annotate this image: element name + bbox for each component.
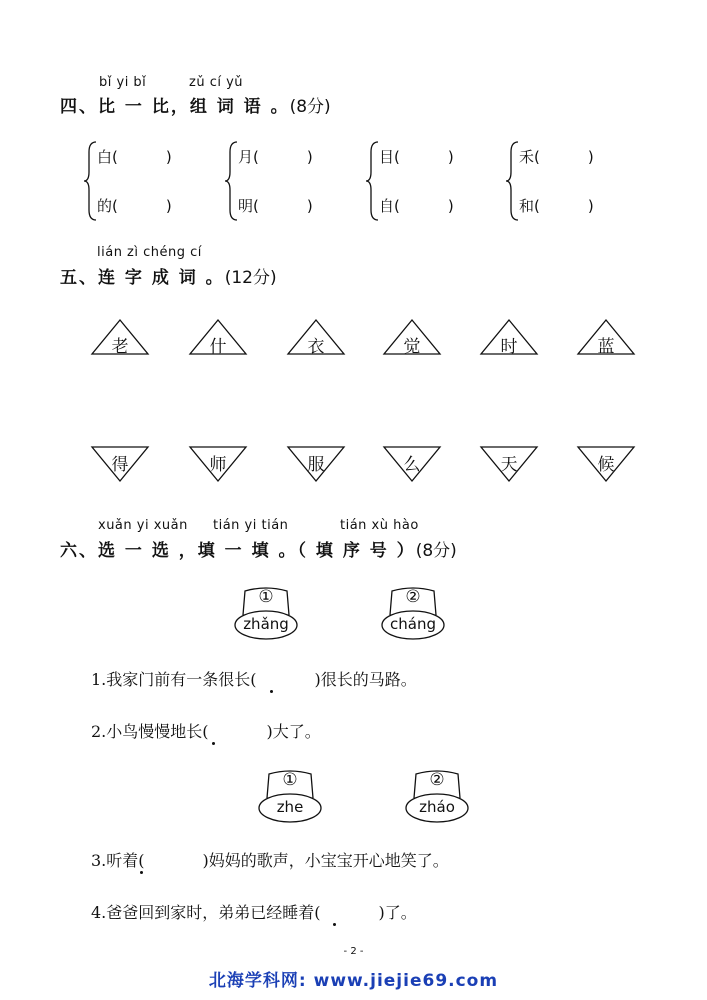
section4-title-text: 四、比 一 比，组 词 语 。: [60, 97, 290, 117]
section4-score: (8分): [289, 97, 331, 117]
brace-3: [366, 140, 380, 222]
hat-1-1-pinyin: zhǎng: [243, 615, 289, 633]
hat-2-2-pinyin: zháo: [419, 798, 455, 816]
pair-1-top[interactable]: 白( ): [97, 148, 172, 166]
section6-pinyin-1: xuǎn yi xuǎn: [98, 518, 188, 533]
tri-up-1-label: 老: [111, 337, 129, 357]
section5-pinyin: lián zì chéng cí: [97, 245, 202, 260]
sentence-2[interactable]: 2.小鸟慢慢地长( )大了。: [91, 722, 321, 741]
tri-down-2-label: 师: [209, 455, 227, 475]
section5-title: [60, 263, 277, 288]
emphasis-dot-2: [212, 742, 215, 745]
tri-up-6-label: 蓝: [597, 337, 615, 357]
section6-pinyin-3: tián xù hào: [340, 518, 419, 533]
pair-4-bottom[interactable]: 和( ): [519, 197, 594, 215]
pair-1-bottom[interactable]: 的( ): [97, 197, 172, 215]
tri-up-5-label: 时: [500, 337, 518, 357]
tri-down-1-label: 得: [111, 455, 129, 475]
section4-pinyin-2: zǔ cí yǔ: [189, 75, 244, 90]
brace-4: [506, 140, 520, 222]
tri-down-4-label: 么: [403, 455, 421, 475]
pair-2-bottom[interactable]: 明( ): [238, 197, 313, 215]
pair-2-top[interactable]: 月( ): [238, 148, 313, 166]
section6-score: (8分): [415, 541, 457, 561]
section5-title-text: 五、连 字 成 词 。: [60, 268, 225, 288]
section6-pinyin-2: tián yi tián: [213, 518, 289, 533]
pair-4-top[interactable]: 禾( ): [519, 148, 594, 166]
sentence-4[interactable]: 4.爸爸回到家时，弟弟已经睡着( )了。: [91, 903, 417, 922]
hat-1-2-pinyin: cháng: [390, 615, 436, 633]
section4-title: [60, 92, 331, 117]
hat-1-2-num: ②: [405, 587, 421, 607]
tri-down-6-label: 候: [597, 455, 615, 475]
page-number: - 2 -: [343, 946, 364, 957]
tri-down-5-label: 天: [500, 455, 518, 475]
sentence-3[interactable]: 3.听着( )妈妈的歌声，小宝宝开心地笑了。: [91, 851, 449, 870]
tri-up-2-label: 什: [209, 337, 227, 357]
tri-up-4-label: 觉: [403, 337, 421, 357]
tri-up-3-label: 衣: [307, 337, 325, 357]
tri-down-3-label: 服: [307, 455, 325, 475]
sentence-1[interactable]: 1.我家门前有一条很长( )很长的马路。: [91, 670, 417, 689]
pair-3-top[interactable]: 目( ): [379, 148, 454, 166]
section4-pinyin-1: bǐ yi bǐ: [99, 75, 147, 90]
brace-2: [225, 140, 239, 222]
section6-title: [60, 536, 457, 561]
hat-1-1-num: ①: [258, 587, 274, 607]
hat-2-2-num: ②: [429, 770, 445, 790]
emphasis-dot-1: [270, 690, 273, 693]
emphasis-dot-3: [140, 871, 143, 874]
emphasis-dot-4: [333, 923, 336, 926]
section5-score: (12分): [224, 268, 277, 288]
hat-2-1-pinyin: zhe: [276, 798, 304, 816]
brace-1: [84, 140, 98, 222]
footer-watermark[interactable]: 北海学科网: www.jiejie69.com: [208, 971, 499, 991]
hat-2-1-num: ①: [282, 770, 298, 790]
section6-title-text: 六、选 一 选 ，填 一 填 。（ 填 序 号 ）: [60, 541, 416, 561]
pair-3-bottom[interactable]: 自( ): [379, 197, 454, 215]
